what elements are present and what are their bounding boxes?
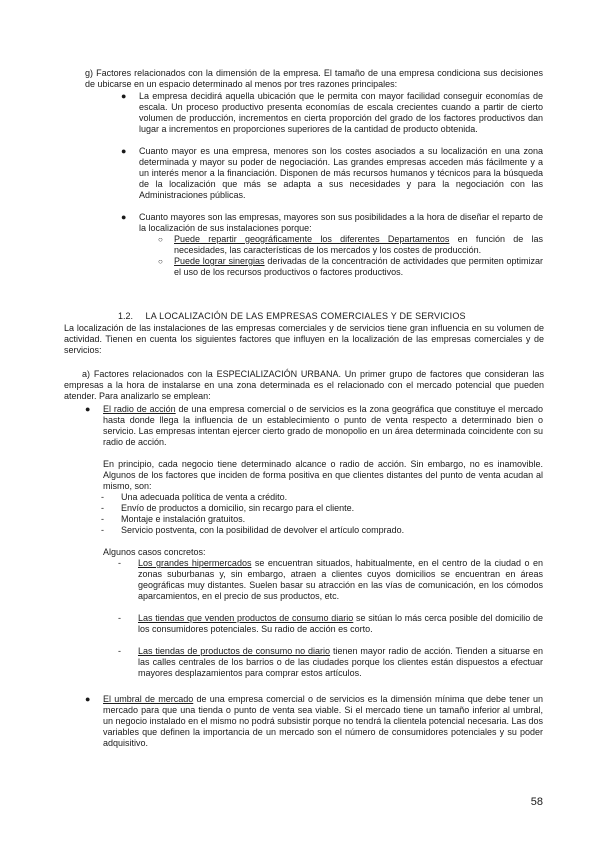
list-item: ● Cuanto mayor es una empresa, menores son los costes asociados a su localización en una zona determinada y mayor su poder de negociación. Las grandes empresas acceden más fácilmente y a un interés menor a la financiación. Disponen de más recursos humanos y técnicos para la búsqueda de la localización que más se adapta a sus necesidades y para la negociación con las Administraciones públicas. (121, 146, 543, 200)
list-item: - Las tiendas de productos de consumo no diario tienen mayor radio de acción. Tienden a situarse en las calles centrales de los barrios o de las ciudades porque los clientes están dispuestos a efectuar mayores desplazamientos para comprar estos artículos. (118, 646, 543, 678)
circle-bullet-icon: ○ (158, 257, 163, 266)
list-item: ● El umbral de mercado de una empresa comercial o de servicios es la dimensión mínima que debe tener un mercado para que una tienda o punto de venta sea viable. Si el mercado tiene un tamaño inferior al umbral, un negocio instalado en el mismo no podrá subsistir porque no tendrá la clientela potencial necesaria. Las dos variables que definen la importancia de un mercado son el número de consumidores potenciales y su poder adquisitivo. (85, 694, 543, 748)
section-a-intro: a) Factores relacionados con la ESPECIALIZACIÓN URBANA. Un primer grupo de factores que consideran las empresas a la hora de instalarse en una zona determinada es el relacionado con el mercado potencial que pueden atender. Para analizarlo se emplean: (64, 369, 544, 401)
section-a-bullets (85, 404, 543, 749)
section-g-bullets (121, 91, 543, 278)
list-item: - Los grandes hipermercados se encuentran situados, habitualmente, en el centro de la ciudad o en zonas suburbanas y, sin embargo, atraen a clientes cuyos domicilios se encuentran en áreas geográficas muy distantes. Suelen basar su atracción en las vías de comunicación, en los cómodos aparcamientos, en el precio de sus productos, etc. (118, 558, 543, 601)
list-item: - Montaje e instalación gratuitos. (101, 514, 246, 524)
page-number: 58 (530, 796, 543, 808)
list-item: ○ Puede repartir geográficamente los diferentes Departamentos en función de las necesidades, las características de los mercados y los costes de producción. (158, 234, 543, 255)
list-item: - Servicio postventa, con la posibilidad de devolver el artículo comprado. (101, 525, 405, 535)
sub-list (158, 234, 543, 278)
bullet-icon: ● (121, 212, 127, 222)
section-intro-paragraph: La localización de las instalaciones de las empresas comerciales y de servicios tiene gran influencia en su volumen de actividad. Tienen en cuenta los siguientes factores que influyen en la localización de las empresas comerciales y de servicios: (64, 323, 544, 355)
list-item: - Las tiendas que venden productos de consumo diario se sitúan lo más cerca posible del domicilio de los consumidores potenciales. Su radio de acción es corto. (118, 613, 543, 634)
dash-list (101, 492, 543, 536)
list-item: ● El radio de acción de una empresa comercial o de servicios es la zona geográfica que constituye el mercado hasta donde llega la influencia de un establecimiento o punto de venta respecto a determinado bien o servicio. Las empresas intentan ejercer cierto grado de monopolio en un área determinada coincidente con su radio de acción. En principio, cada negocio tiene determinado alcance o radio de acción. Sin embargo, no es inamovible. Algunos de los factores que inciden de forma positiva en que clientes distantes del punto de venta acudan al mismo, son: - Una adecuada política de venta a crédito. - Envío de productos a domicilio, sin recargo para el cliente. - Montaje e instalación gratuitos. - Servicio postventa, con la posibilidad de devolver el artículo comprado. Algunos casos concretos: - Los grandes hipermercados se encuentran situados, habitualmente, en el centro de la ciudad o en zonas suburbanas y, sin embargo, atraen a clientes cuyos domicilios se encuentran en áreas geográficas muy distantes. Suelen basar su atracción en las vías de comunicación, en los cómodos aparcamientos, en el precio de sus productos, etc. - Las tiendas que venden productos de consumo diario se sitúan lo más cerca posible del domicilio de los consumidores potenciales. Su radio de acción es corto. - Las tiendas de productos de consumo no diario tienen mayor radio de acción. Tienden a situarse en las calles centrales de los barrios o de las ciudades porque los clientes están dispuestos a efectuar mayores desplazamientos para comprar estos artículos. (85, 404, 543, 678)
list-item: - Envío de productos a domicilio, sin recargo para el cliente. (101, 503, 355, 513)
bullet-icon: ● (85, 694, 91, 704)
list-item: ● La empresa decidirá aquella ubicación que le permita con mayor facilidad conseguir economías de escala. Un proceso productivo presenta economías de escala crecientes cuando a partir de cierto volumen de producción, incrementos en cierta proporción del grado de los factores productivos dan lugar a incrementos en proporciones superiores de la cantidad de producto obtenida. (121, 91, 543, 134)
list-item: - Una adecuada política de venta a crédito. (101, 492, 288, 502)
cases-list (118, 558, 543, 679)
section-heading: 1.2. LA LOCALIZACIÓN DE LAS EMPRESAS COMERCIALES Y DE SERVICIOS (118, 311, 466, 321)
bullet-icon: ● (85, 404, 91, 414)
list-item: ○ Puede lograr sinergias derivadas de la concentración de actividades que permiten optimizar el uso de los recursos productivos o factores productivos. (158, 256, 543, 277)
bullet-icon: ● (121, 91, 127, 101)
section-g-intro: g) Factores relacionados con la dimensión de la empresa. El tamaño de una empresa condiciona sus decisiones de ubicarse en un espacio determinado al menos por tres razones principales: (85, 68, 543, 89)
list-item: ● Cuanto mayores son las empresas, mayores son sus posibilidades a la hora de diseñar el reparto de la localización de sus instalaciones porque: ○ Puede repartir geográficamente los diferentes Departamentos en función de las necesidades, las características de los mercados y los costes de producción. ○ Puede lograr sinergias derivadas de la concentración de actividades que permiten optimizar el uso de los recursos productivos o factores productivos. (121, 212, 543, 277)
circle-bullet-icon: ○ (158, 235, 163, 244)
bullet-icon: ● (121, 146, 127, 156)
